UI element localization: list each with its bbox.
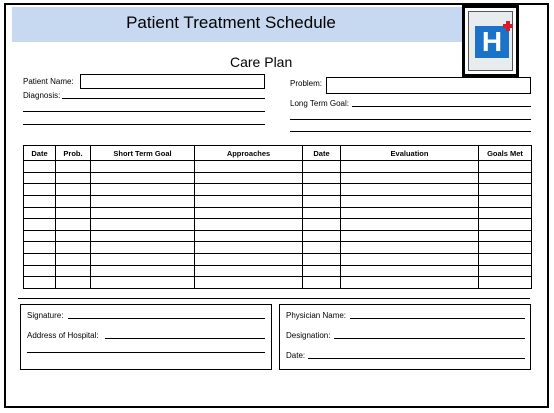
table-cell[interactable]	[91, 219, 195, 231]
table-cell[interactable]	[303, 242, 341, 254]
table-cell[interactable]	[91, 230, 195, 242]
table-cell[interactable]	[91, 265, 195, 277]
table-row	[24, 195, 532, 207]
table-row	[24, 207, 532, 219]
table-cell[interactable]	[195, 277, 303, 289]
problem-field[interactable]	[326, 77, 531, 94]
signature-line[interactable]	[68, 318, 265, 319]
address-line-1[interactable]	[105, 338, 265, 339]
table-cell[interactable]	[341, 195, 479, 207]
col-header-short-term-goal: Short Term Goal	[91, 146, 195, 161]
table-cell[interactable]	[24, 265, 56, 277]
table-cell[interactable]	[479, 172, 532, 184]
table-cell[interactable]	[341, 265, 479, 277]
table-cell[interactable]	[56, 207, 91, 219]
table-cell[interactable]	[56, 242, 91, 254]
table-cell[interactable]	[303, 172, 341, 184]
table-cell[interactable]	[303, 207, 341, 219]
patient-name-label: Patient Name:	[23, 77, 74, 86]
table-cell[interactable]	[56, 265, 91, 277]
table-cell[interactable]	[195, 254, 303, 266]
table-cell[interactable]	[91, 254, 195, 266]
table-cell[interactable]	[303, 254, 341, 266]
table-cell[interactable]	[24, 254, 56, 266]
hospital-h-icon: H	[475, 26, 509, 58]
table-cell[interactable]	[303, 184, 341, 196]
table-cell[interactable]	[341, 254, 479, 266]
table-cell[interactable]	[195, 265, 303, 277]
table-cell[interactable]	[56, 172, 91, 184]
table-cell[interactable]	[479, 184, 532, 196]
col-header-prob: Prob.	[56, 146, 91, 161]
table-cell[interactable]	[303, 277, 341, 289]
table-cell[interactable]	[24, 219, 56, 231]
table-cell[interactable]	[341, 230, 479, 242]
table-cell[interactable]	[91, 277, 195, 289]
table-cell[interactable]	[303, 195, 341, 207]
table-cell[interactable]	[479, 207, 532, 219]
table-cell[interactable]	[479, 230, 532, 242]
table-cell[interactable]	[195, 184, 303, 196]
table-body	[24, 161, 532, 289]
table-cell[interactable]	[24, 277, 56, 289]
diagnosis-line-2[interactable]	[23, 111, 265, 112]
table-cell[interactable]	[24, 161, 56, 173]
table-cell[interactable]	[303, 161, 341, 173]
table-cell[interactable]	[56, 230, 91, 242]
table-row	[24, 172, 532, 184]
table-cell[interactable]	[341, 161, 479, 173]
date-line[interactable]	[308, 358, 525, 359]
table-cell[interactable]	[195, 161, 303, 173]
table-cell[interactable]	[479, 265, 532, 277]
table-cell[interactable]	[24, 195, 56, 207]
signature-label: Signature:	[27, 311, 64, 320]
table-cell[interactable]	[303, 230, 341, 242]
table-row	[24, 265, 532, 277]
table-cell[interactable]	[56, 277, 91, 289]
designation-label: Designation:	[286, 331, 331, 340]
table-cell[interactable]	[91, 172, 195, 184]
long-term-goal-line-3[interactable]	[290, 131, 531, 132]
table-row	[24, 277, 532, 289]
table-cell[interactable]	[479, 242, 532, 254]
table-cell[interactable]	[303, 265, 341, 277]
table-cell[interactable]	[195, 230, 303, 242]
table-cell[interactable]	[24, 242, 56, 254]
col-header-evaluation: Evaluation	[341, 146, 479, 161]
table-cell[interactable]	[91, 207, 195, 219]
col-header-approaches: Approaches	[195, 146, 303, 161]
table-row	[24, 242, 532, 254]
col-header-goals-met: Goals Met	[479, 146, 532, 161]
table-cell[interactable]	[479, 219, 532, 231]
table-header-row	[24, 146, 532, 161]
section-title: Care Plan	[230, 54, 293, 70]
table-cell[interactable]	[195, 219, 303, 231]
diagnosis-line-1[interactable]	[62, 98, 265, 99]
table-row	[24, 184, 532, 196]
table-cell[interactable]	[91, 195, 195, 207]
address-line-2[interactable]	[27, 352, 265, 353]
table-cell[interactable]	[195, 207, 303, 219]
table-cell[interactable]	[24, 207, 56, 219]
table-cell[interactable]	[91, 184, 195, 196]
table-cell[interactable]	[195, 242, 303, 254]
treatment-schedule-table	[23, 145, 532, 289]
table-cell[interactable]	[56, 254, 91, 266]
diagnosis-line-3[interactable]	[23, 124, 265, 125]
table-cell[interactable]	[56, 184, 91, 196]
date-label: Date:	[286, 351, 306, 360]
table-row	[24, 254, 532, 266]
table-cell[interactable]	[479, 254, 532, 266]
table-cell[interactable]	[479, 195, 532, 207]
physician-name-label: Physician Name:	[286, 311, 347, 320]
long-term-goal-label: Long Term Goal:	[290, 99, 349, 108]
table-cell[interactable]	[24, 230, 56, 242]
table-cell[interactable]	[56, 219, 91, 231]
hospital-logo	[462, 5, 519, 77]
col-header-eval-date: Date	[303, 146, 341, 161]
table-cell[interactable]	[303, 219, 341, 231]
table-cell[interactable]	[341, 242, 479, 254]
table-cell[interactable]	[56, 161, 91, 173]
table-cell[interactable]	[24, 184, 56, 196]
table-cell[interactable]	[479, 161, 532, 173]
table-cell[interactable]	[479, 277, 532, 289]
red-cross-icon	[503, 21, 513, 31]
table-cell[interactable]	[195, 195, 303, 207]
patient-name-field[interactable]	[80, 74, 265, 89]
col-header-date: Date	[24, 146, 56, 161]
designation-line[interactable]	[334, 338, 525, 339]
table-cell[interactable]	[56, 195, 91, 207]
table-row	[24, 230, 532, 242]
long-term-goal-line-2[interactable]	[290, 119, 531, 120]
table-cell[interactable]	[341, 184, 479, 196]
problem-label: Problem:	[290, 79, 323, 88]
page-title: Patient Treatment Schedule	[126, 13, 336, 32]
table-cell[interactable]	[341, 277, 479, 289]
diagnosis-label: Diagnosis:	[23, 91, 61, 100]
table-cell[interactable]	[195, 172, 303, 184]
table-cell[interactable]	[91, 161, 195, 173]
section-divider	[18, 298, 530, 299]
physician-name-line[interactable]	[350, 318, 525, 319]
table-row	[24, 161, 532, 173]
table-row	[24, 219, 532, 231]
table-cell[interactable]	[24, 172, 56, 184]
table-cell[interactable]	[341, 172, 479, 184]
table-cell[interactable]	[91, 242, 195, 254]
address-label: Address of Hospital:	[27, 331, 99, 340]
long-term-goal-line-1[interactable]	[352, 106, 531, 107]
table-cell[interactable]	[341, 219, 479, 231]
table-cell[interactable]	[341, 207, 479, 219]
